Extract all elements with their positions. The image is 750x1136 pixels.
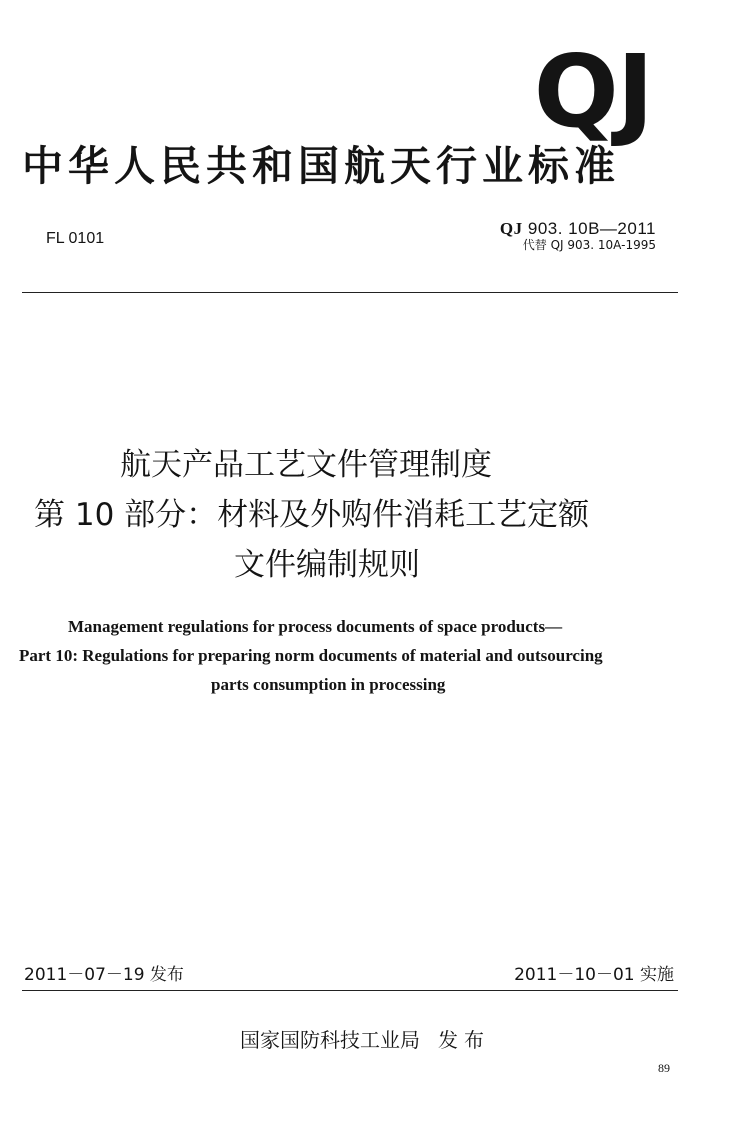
english-title-line-1: Management regulations for process documents of space products— xyxy=(68,617,563,636)
replaces-standard: 代替 QJ 903. 10A-1995 xyxy=(522,237,656,252)
implementation-date: 2011－10－01 实施 xyxy=(514,965,674,985)
header-divider xyxy=(22,292,678,293)
standard-number xyxy=(500,219,656,239)
publish-verb: 发布 xyxy=(438,1028,490,1052)
chinese-title-line-1: 航天产品工艺文件管理制度 xyxy=(120,447,492,483)
standard-number-value: 903. 10B—2011 xyxy=(527,219,656,238)
qj-logo: QJ xyxy=(533,33,652,150)
standard-number-block xyxy=(500,219,656,252)
chinese-title-line-3: 文件编制规则 xyxy=(234,547,420,583)
issue-date: 2011－07－19 发布 xyxy=(24,965,184,985)
chinese-title-line-2: 第 10 部分：材料及外购件消耗工艺定额 xyxy=(34,497,590,533)
standard-category-title: 中华人民共和国航天行业标准 xyxy=(22,142,620,190)
standard-number-prefix: QJ xyxy=(499,219,523,238)
english-title-line-2: Part 10: Regulations for preparing norm documents of material and outsourcing xyxy=(19,646,603,665)
publisher-name: 国家国防科技工业局 xyxy=(240,1028,420,1052)
english-title-line-3: parts consumption in processing xyxy=(211,675,446,694)
page-number: 89 xyxy=(658,1061,670,1075)
publisher-line xyxy=(240,1024,490,1053)
classification-code: FL 0101 xyxy=(46,230,105,247)
footer-divider xyxy=(22,990,678,991)
